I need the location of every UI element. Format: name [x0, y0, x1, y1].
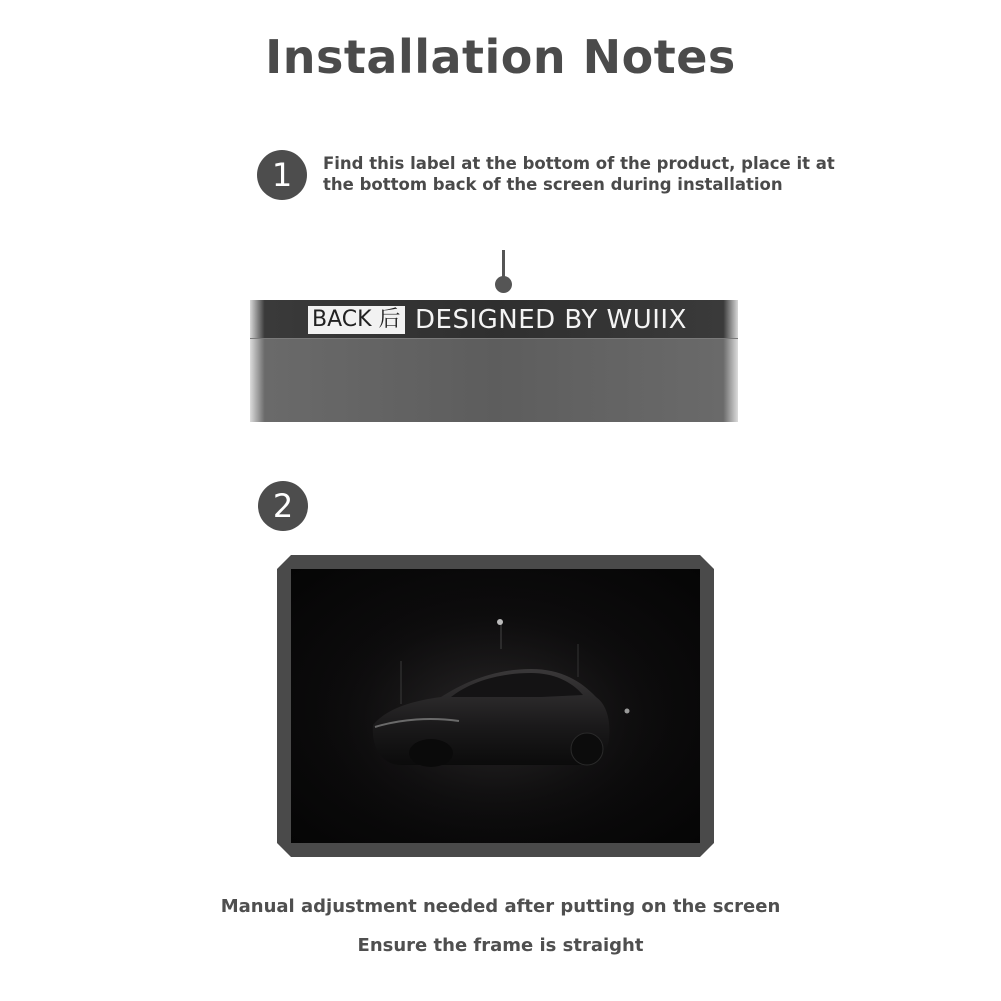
pointer-dot-icon: [495, 276, 512, 293]
product-label-photo: [250, 300, 738, 422]
page-title: Installation Notes: [265, 30, 736, 84]
car-image-icon: [291, 569, 700, 843]
footer-note-1: Manual adjustment needed after putting on the screen: [220, 896, 781, 917]
label-band: [250, 300, 738, 339]
designed-by-label: DESIGNED BY WUIIX: [415, 305, 687, 335]
back-label: BACK 后: [308, 306, 405, 334]
footer-note-2: Ensure the frame is straight: [357, 935, 644, 956]
step-2-badge: 2: [258, 481, 308, 531]
screen-display: [291, 569, 700, 843]
pointer-line: [502, 250, 505, 278]
step-1-badge: 1: [257, 150, 307, 200]
step-1-text: Find this label at the bottom of the product, place it at the bottom back of the screen during installation: [323, 154, 835, 194]
